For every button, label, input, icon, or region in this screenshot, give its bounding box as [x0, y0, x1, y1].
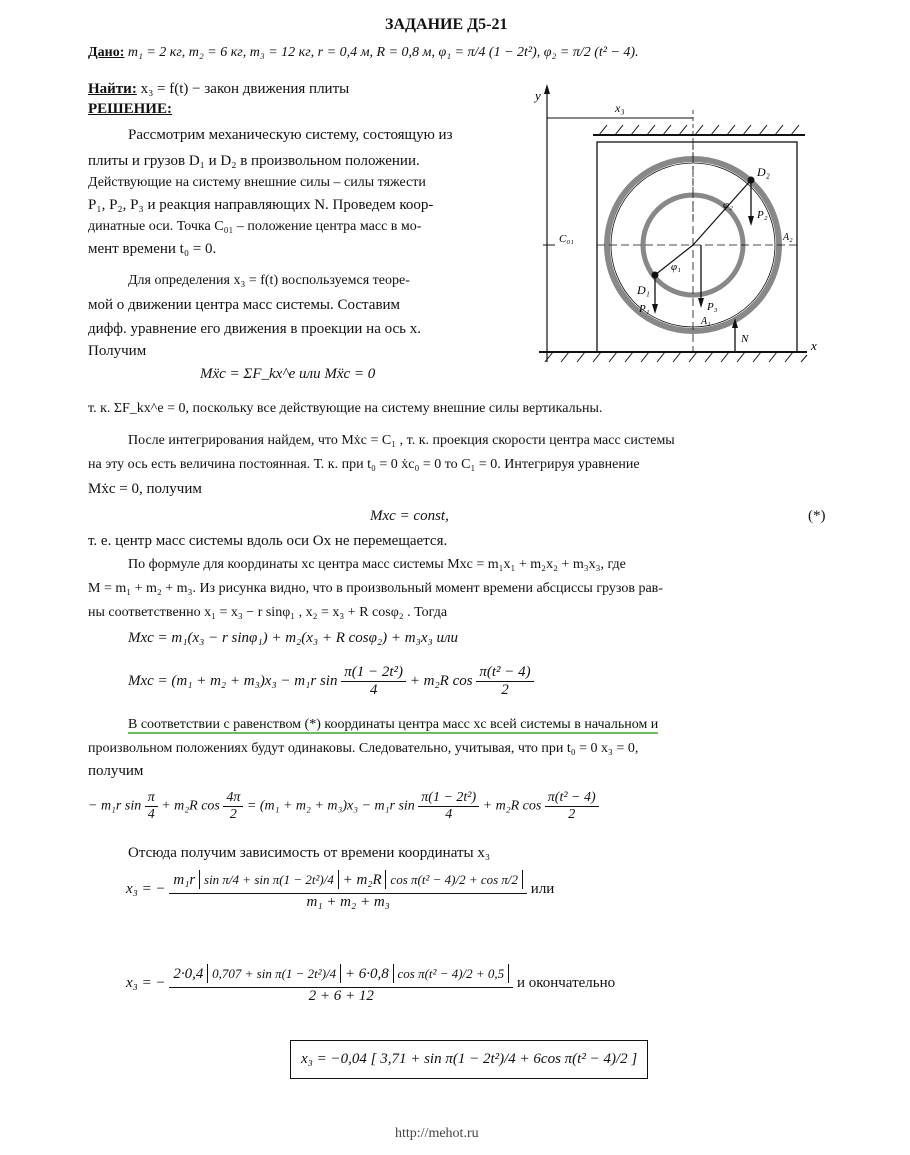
p1-line-6: мент времени t₀ = 0. — [88, 241, 217, 257]
figure-label-d1: D₁ — [637, 283, 650, 297]
eq5-fraction-2 — [223, 790, 243, 823]
eq5-f3-num: π(1 − 2t²) — [418, 790, 479, 807]
figure-label-a2: A₂ — [783, 232, 793, 243]
p7-line-2: произвольном положениях будут одинаковы. Следовательно, учитывая, что при t₀ = 0 x₃ = 0, — [88, 741, 639, 756]
eq6-num-c: + m₂R — [342, 872, 382, 888]
p7-line-1 — [128, 716, 658, 734]
equation-2: Mxc = const, — [370, 508, 449, 524]
find-line — [88, 80, 349, 98]
figure-label-c01: C₀₁ — [559, 233, 574, 245]
eq5-fraction-3 — [418, 790, 479, 823]
figure-dim-label: x₃ — [615, 101, 625, 115]
page-title: ЗАДАНИЕ Д5-21 — [385, 16, 508, 33]
eq6-num-d: cos π(t² − 4)/2 + cos π/2 — [385, 870, 523, 889]
eq5-mid-3: + m₂R cos — [482, 798, 542, 814]
footer-url[interactable]: http://mehot.ru — [395, 1126, 479, 1141]
eq4-fraction-1 — [341, 664, 406, 699]
p1-line-1: Рассмотрим механическую систему, состоящую из — [128, 127, 453, 143]
eq6-lhs: x₃ = − — [126, 881, 166, 897]
eq6-tail: или — [530, 880, 555, 897]
p6-line-2: M = m₁ + m₂ + m₃. Из рисунка видно, что в произвольный момент времени абсциссы грузов рав- — [88, 581, 663, 596]
eq6-numerator — [169, 868, 527, 894]
eq6-num-b: sin π/4 + sin π(1 − 2t²)/4 — [199, 870, 339, 889]
eq4-left: Mxc = (m₁ + m₂ + m₃)x₃ − m₁r sin — [128, 672, 338, 689]
figure-x-label: x — [811, 338, 817, 353]
eq7-num-d: cos π(t² − 4)/2 + 0,5 — [393, 964, 510, 983]
eq5-left: − m₁r sin — [88, 798, 142, 814]
eq7-num-b: 0,707 + sin π(1 − 2t²)/4 — [207, 964, 341, 983]
eq7-fraction — [169, 962, 513, 1005]
figure-label-p3: P₃ — [707, 301, 718, 313]
p1-line-4: P₁, P₂, P₃ и реакция направляющих N. Проведем коор- — [88, 197, 434, 213]
p2-line-1: Для определения x₃ = f(t) воспользуемся теоре- — [128, 273, 410, 288]
figure-label-p2: P₂ — [757, 209, 768, 221]
p7-line-1-text: В соответствии с равенством (*) координаты центра масс xc всей системы в начальном и — [128, 717, 659, 732]
p3: т. к. ΣF_kx^e = 0, поскольку все действующие на систему внешние силы вертикальны. — [88, 401, 603, 416]
given-line — [88, 44, 639, 62]
eq7-num-a: 2·0,4 — [173, 966, 204, 982]
eq4-f1-num: π(1 − 2t²) — [341, 664, 406, 682]
eq5-fraction-1 — [145, 790, 158, 823]
eq5-f3-den: 4 — [445, 807, 453, 822]
equation-3: Mxc = m₁(x₃ − r sinφ₁) + m₂(x₃ + R cosφ₂) + m₃x₃ или — [128, 630, 458, 646]
eq5-f2-num: 4π — [223, 790, 243, 807]
eq6-denominator: m₁ + m₂ + m₃ — [306, 894, 390, 910]
eq5-fraction-4 — [545, 790, 599, 823]
equation-7 — [126, 962, 615, 1005]
eq7-denominator: 2 + 6 + 12 — [308, 988, 374, 1004]
find-text: x₃ = f(t) − закон движения плиты — [140, 81, 350, 97]
equation-2-tag: (*) — [808, 508, 826, 524]
p1-line-5: динатные оси. Точка C₀₁ – положение центра масс в мо- — [88, 219, 422, 234]
figure-label-phi1: φ₁ — [671, 261, 681, 273]
equation-5 — [88, 790, 599, 823]
given-text: m₁ = 2 кг, m₂ = 6 кг, m₃ = 12 кг, r = 0,4 м, R = 0,8 м, φ₁ = π/4 (1 − 2t²), φ₂ = π/2 (t² − 4). — [127, 45, 639, 60]
final-answer-box: x₃ = −0,04 [ 3,71 + sin π(1 − 2t²)/4 + 6cos π(t² − 4)/2 ] — [290, 1040, 648, 1079]
given-label: Дано: — [88, 45, 125, 60]
equation-6 — [126, 868, 554, 911]
eq5-mid-2: = (m₁ + m₂ + m₃)x₃ − m₁r sin — [246, 798, 415, 814]
figure-label-phi2: φ₂ — [723, 199, 733, 211]
p4-line-1: После интегрирования найдем, что Mẋc = C₁ , т. к. проекция скорости центра масс системы — [128, 433, 675, 448]
eq5-f4-num: π(t² − 4) — [545, 790, 599, 807]
mechanism-figure — [525, 80, 825, 380]
p6-line-3: ны соответственно x₁ = x₃ − r sinφ₁ , x₂ = x₃ + R cosφ₂ . Тогда — [88, 605, 448, 620]
p7-line-3: получим — [88, 763, 144, 779]
p6-line-1: По формуле для координаты xc центра масс системы Mxc = m₁x₁ + m₂x₂ + m₃x₃, где — [128, 557, 626, 572]
eq4-mid: + m₂R cos — [409, 672, 473, 689]
eq4-f2-den: 2 — [501, 682, 509, 698]
eq5-f1-den: 4 — [147, 807, 155, 822]
eq5-f4-den: 2 — [568, 807, 576, 822]
figure-top-hatch — [599, 125, 799, 135]
figure-bottom-hatch — [545, 352, 807, 362]
figure-y-arrow — [544, 84, 550, 94]
equation-4 — [128, 664, 534, 699]
p5: т. е. центр масс системы вдоль оси Ох не перемещается. — [88, 533, 448, 549]
eq7-num-c: + 6·0,8 — [344, 966, 389, 982]
figure-y-label: y — [535, 88, 541, 103]
eq6-num-a: m₁r — [173, 872, 196, 888]
eq5-f2-den: 2 — [229, 807, 237, 822]
p2-line-2: мой о движении центра масс системы. Составим — [88, 297, 401, 313]
eq4-f1-den: 4 — [369, 682, 378, 698]
eq7-lhs: x₃ = − — [126, 975, 166, 991]
figure-label-n: N — [741, 333, 749, 345]
figure-label-a1: A₁ — [701, 316, 711, 327]
p1-line-3: Действующие на систему внешние силы – силы тяжести — [88, 175, 426, 190]
eq7-tail: и окончательно — [516, 974, 616, 991]
eq5-f1-num: π — [145, 790, 158, 807]
p1-line-2: плиты и грузов D₁ и D₂ в произвольном положении. — [88, 153, 420, 169]
find-label: Найти: — [88, 81, 137, 97]
eq4-fraction-2 — [476, 664, 533, 699]
eq5-mid-1: + m₂R cos — [161, 798, 220, 814]
figure-label-p1: P₁ — [639, 303, 650, 315]
eq4-f2-num: π(t² − 4) — [476, 664, 533, 682]
p8: Отсюда получим зависимость от времени координаты x₃ — [128, 845, 491, 861]
p2-line-3: дифф. уравнение его движения в проекции на ось x. — [88, 321, 421, 337]
eq6-fraction — [169, 868, 527, 911]
p2-line-4: Получим — [88, 343, 147, 359]
solution-label: РЕШЕНИЕ: — [88, 101, 172, 117]
eq7-numerator — [169, 962, 513, 988]
p4-line-3: Mẋc = 0, получим — [88, 481, 202, 497]
p4-line-2: на эту ось есть величина постоянная. Т. к. при t₀ = 0 ẋc₀ = 0 то C₁ = 0. Интегрируя уравнение — [88, 457, 640, 472]
equation-1: Mẍc = ΣF_kx^e или Mẍc = 0 — [200, 366, 376, 382]
figure-label-d2: D₂ — [757, 165, 770, 179]
